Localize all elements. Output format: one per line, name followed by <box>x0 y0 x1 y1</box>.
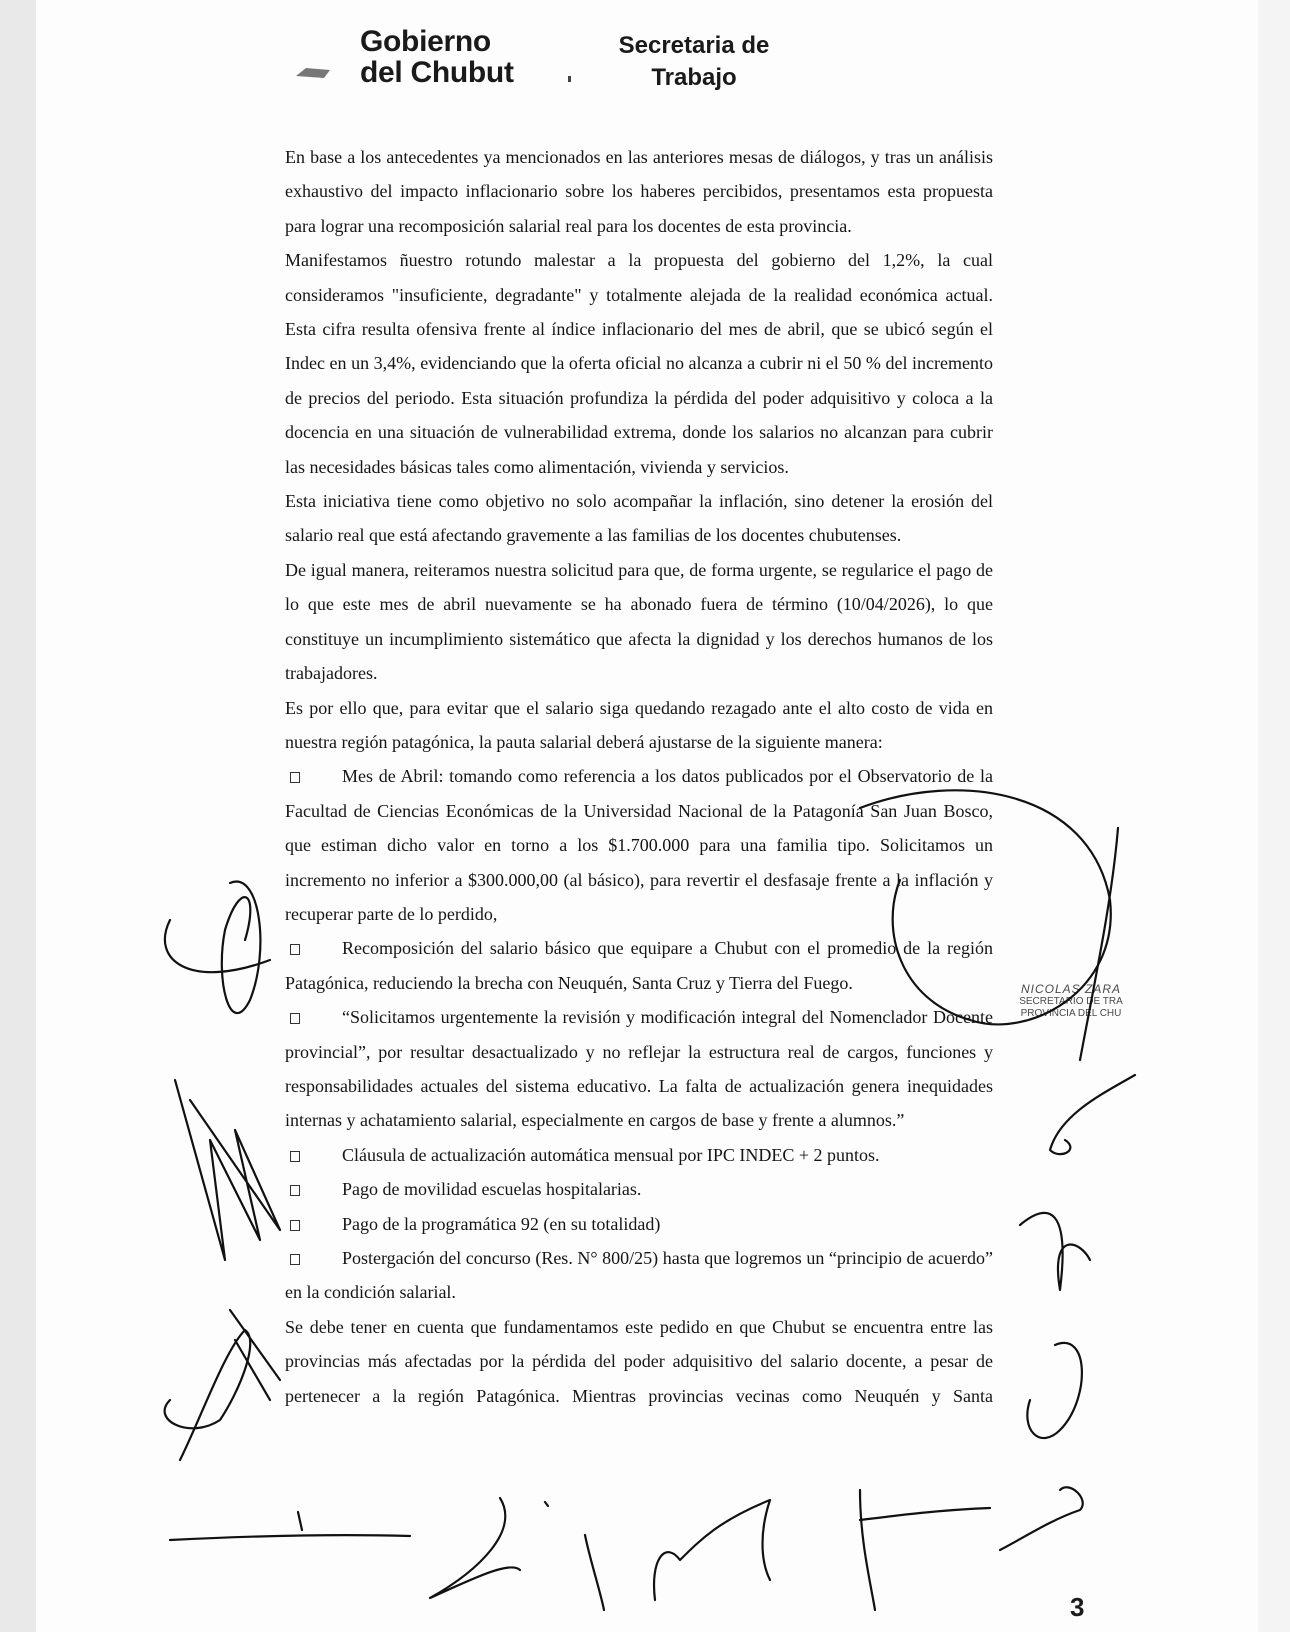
list-item-text: Recomposición del salario básico que equipare a Chubut con el promedio de la región Patagónica, reduciendo la brecha con Neuquén, Santa Cruz y Tierra del Fuego. <box>285 938 993 993</box>
department-line2: Trabajo <box>651 64 737 91</box>
paragraph-pauta: Es por ello que, para evitar que el salario siga quedando rezagado ante el alto costo de vida en nuestra región patagónica, la pauta salarial deberá ajustarse de la siguiente manera: <box>285 697 993 752</box>
signature-hook-right <box>1050 1075 1135 1154</box>
stamp-title-line1: SECRETARIO DE TRA <box>1019 996 1123 1007</box>
org-name-line2: del Chubut <box>360 56 514 89</box>
list-item-text: Pago de la programática 92 (en su totalidad) <box>342 1213 661 1234</box>
list-item-text: Pago de movilidad escuelas hospitalarias. <box>342 1179 642 1200</box>
signature-stroke-right <box>1080 828 1118 1060</box>
signature-right-curl <box>1027 1343 1082 1438</box>
stamp-name: NICOLAS ZARA <box>1020 982 1122 996</box>
list-item-text: Cláusula de actualización automática mensual por IPC INDEC + 2 puntos. <box>342 1144 880 1165</box>
list-item-text: “Solicitamos urgentemente la revisión y modificación integral del Nomenclador Docente provincial”, por resultar desactualizado y no reflejar la estructura real de cargos, funciones y responsabilidades actuales del sistema educativo. La falta de actualización genera inequidades internas y achatamiento salarial, especialmente en cargos de base y frente a alumnos.” <box>285 1007 993 1131</box>
page-number: 3 <box>1070 1592 1085 1622</box>
paragraph-intro: En base a los antecedentes ya mencionados en las anteriores mesas de diálogos, y tras un análisis exhaustivo del impacto inflacionario sobre los haberes percibidos, presentamos esta propuesta para lograr una recomposición salarial real para los docentes de esta provincia. <box>285 147 993 236</box>
list-item-text: Postergación del concurso (Res. N° 800/25) hasta que logremos un “principio de acuerdo” en la condición salarial. <box>285 1248 993 1303</box>
signature-left-oval <box>165 882 270 1013</box>
signature-baseline-left <box>170 1535 410 1540</box>
paragraph-objetivo: Esta iniciativa tiene como objetivo no solo acompañar la inflación, sino detener la erosión del salario real que está afectando gravemente a las familias de los docentes chubutenses. <box>285 491 993 546</box>
signature-bottom-c <box>654 1500 770 1600</box>
signature-right-lower <box>1020 1213 1090 1290</box>
signature-left-zigzag <box>175 1080 280 1260</box>
signature-lower-left <box>165 1310 280 1460</box>
department-line1: Secretaria de <box>618 32 770 59</box>
paragraph-pago: De igual manera, reiteramos nuestra solicitud para que, de forma urgente, se regularice el pago de lo que este mes de abril nuevamente se ha abonado fuera de término (10/04/2026), lo que constituye un incumplimiento sistemático que afecta la dignidad y los derechos humanos de los trabajadores. <box>285 559 993 684</box>
paragraph-malestar: Manifestamos ñuestro rotundo malestar a la propuesta del gobierno del 1,2%, la cual consideramos "insuficiente, degradante" y totalmente alejada de la realidad económica actual. Esta cifra resulta ofensiva frente al índice inflacionario del mes de abril, que se ubicó según el Indec en un 3,4%, evidenciando que la oferta oficial no alcanza a cubrir ni el 50 % del incremento de precios del periodo. Esta situación profundiza la pérdida del poder adquisitivo y coloca a la docencia en una situación de vulnerabilidad extrema, donde los salarios no alcanzan para cubrir las necesidades básicas tales como alimentación, vivienda y servicios. <box>285 250 993 477</box>
stamp-title-line2: PROVINCIA DEL CHU <box>1020 1008 1122 1019</box>
signature-loop-right <box>860 790 1111 1024</box>
org-name-line1: Gobierno <box>360 25 491 58</box>
signature-tick-left <box>298 1512 302 1530</box>
paragraph-closing: Se debe tener en cuenta que fundamentamos este pedido en que Chubut se encuentra entre las provincias más afectadas por la pérdida del poder adquisitivo del salario docente, a pesar de pertenecer a la región Patagónica. Mientras provincias vecinas como Neuquén y Santa <box>285 1316 993 1406</box>
signature-bottom-e <box>1000 1487 1083 1550</box>
signature-bottom-a <box>430 1498 520 1598</box>
signature-bottom-d <box>860 1490 990 1610</box>
list-item-text: Mes de Abril: tomando como referencia a los datos publicados por el Observatorio de la Facultad de Ciencias Económicas de la Universidad Nacional de la Patagonía San Juan Bosco, que estiman dicho valor en torno a los $1.700.000 para una familia tipo. Solicitamos un incremento no inferior a $300.000,00 (al básico), para revertir el desfasaje frente a la inflación y recuperar parte de lo perdido, <box>285 766 993 924</box>
signature-bottom-b <box>545 1502 604 1610</box>
